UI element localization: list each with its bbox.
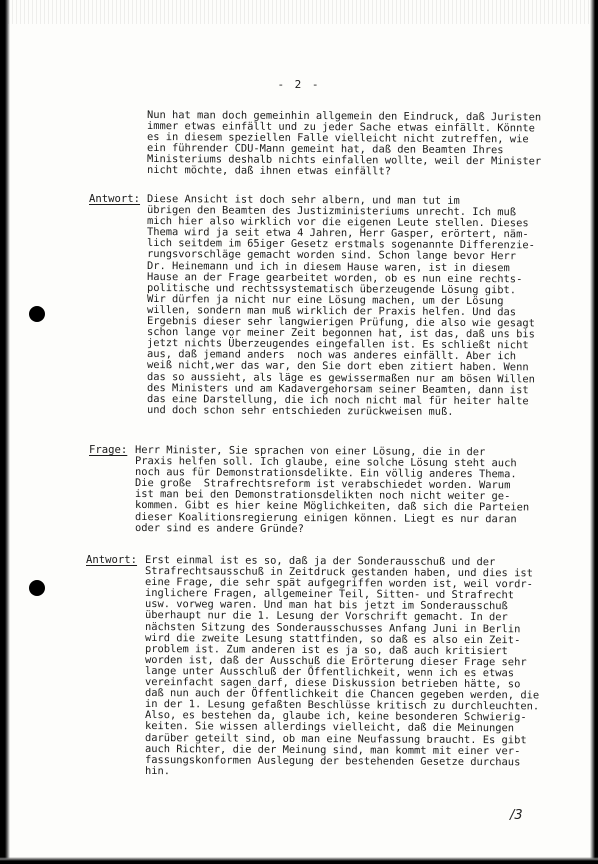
punch-hole-upper [29,306,45,322]
intro-question-text [147,110,541,177]
text-line: Dr. Heinemann und ich in diesem Hause waren, ist in diesem [146,259,510,274]
text-line: überhaupt nur die 1. Lesung der Vorschrift gemacht. In der [144,609,508,624]
text-line: des Ministers und am Kadavergehorsam seiner Beamten, dann ist [146,381,529,396]
text-line: Die große Strafrechtsreform ist verabschiedet worden. Warum [134,477,511,492]
question-2-text [135,445,529,534]
text-line: Hause an der Frage gearbeitet worden, ob es nun eine rechts- [146,270,523,285]
text-line: Erst einmal ist es so, daß ja der Sonderausschuß und der [144,554,496,569]
text-line: aus, daß jemand anders noch was anderes einfällt. Aber ich [146,348,517,363]
text-line: ist man bei den Demonstrationsdelikten noch nicht weiter ge- [134,488,511,503]
text-line: rungsvorschläge gemacht worden sind. Schon lange bevor Herr [146,248,517,263]
text-line: wird die zweite Lesung stattfinden, so daß es also ein Zeit- [144,631,521,646]
intro-question [147,110,541,177]
text-line: willen, sondern man muß wirklich der Praxis helfen. Und das [146,303,517,319]
text-line: oder sind es andere Gründe? [134,521,304,535]
text-line: das eine Darstellung, die ich noch nicht mal für heiter halte [146,392,529,408]
text-line: usw. vorweg waren. Und man hat bis jetzt im Sonderausschuß [144,598,508,613]
text-line: Nun hat man doch gemeinhin allgemein den Eindruck, daß Juristen [146,109,542,124]
text-line: und doch schon sehr entschieden zurückweisen muß. [146,403,454,418]
text-line: vereinfacht sagen darf, diese Diskussion betrieben hätte, so [144,676,521,691]
text-line: kommen. Gibt es hier keine Möglichkeiten, daß sich die Parteien [134,499,530,514]
text-line: nicht möchte, daß ihnen etwas einfällt? [146,164,392,178]
answer-1-text [147,194,535,416]
scan-noise-top [0,0,598,24]
text-line: inglichere Fragen, allgemeiner Teil, Sitten- und Strafrecht [144,587,515,602]
text-line: hin. [144,764,171,777]
text-line: darüber geteilt sind, ob man eine Neufassung braucht. Es gibt [144,731,527,746]
scan-edge-left [0,0,10,864]
scan-edge-right [590,0,598,864]
punch-hole-lower [29,580,45,596]
text-line: schon lange vor meiner Zeit begonnen hat, ist das, daß uns bis [146,326,535,341]
text-line: das so aussieht, als läge es gewissermaßen nur am bösen Willen [146,370,535,385]
text-line: nächsten Sitzung des Sonderausschusses Anfang Juni in Berlin [144,620,521,635]
text-line: eine Frage, die sehr spät aufgegriffen worden ist, weil vordr- [144,576,533,591]
text-line: jetzt nichts Überzeugendes eingefallen ist. Es schließt nicht [146,337,529,352]
text-line: Also, es bestehen da, glaube ich, keine besonderen Schwierig- [144,709,527,724]
text-line: Ergebnis dieser sehr langwierigen Prüfung, die also wie gesagt [146,315,535,330]
text-line: worden ist, daß der Ausschuß die Erörterung dieser Frage sehr [144,653,527,669]
text-line: problem ist. Zum anderen ist es ja so, daß auch kritisiert [144,642,508,657]
text-line: Thema wird ja seit etwa 4 Jahren, Herr Gasper, erörtert, näm- [146,226,529,241]
text-line: Wir dürfen ja nicht nur eine Lösung machen, um der Lösung [146,292,504,308]
text-line: weiß nicht,wer das war, den Sie dort eben zitiert haben. Wenn [146,359,529,374]
text-line: ein führender CDU-Mann gemeint hat, daß den Beamten Ihres [146,142,504,157]
text-line: mich hier also wirklich vor die eigenen Leute stellen. Dieses [146,215,529,230]
text-line: in der 1. Lesung gefaßten Beschlüsse kritisch zu durchleuchten. [144,698,540,713]
text-line: Praxis helfen soll. Ich glaube, eine solche Lösung steht auch [134,455,517,470]
text-line: Diese Ansicht ist doch sehr albern, und man tut im [146,193,460,207]
text-line: Herr Minister, Sie sprachen von einer Lösung, die in der [134,444,486,459]
answer-2-label: Antwort: [86,554,138,566]
text-line: es in diesem speziellen Falle vielleicht nicht zutreffen, wie [146,131,529,146]
text-line: noch aus für Demonstrationsdelikte. Ein völlig anderes Thema. [134,466,517,481]
text-line: Strafrechtsausschuß in Zeitdruck gestanden haben, und dies ist [144,565,533,580]
text-line: lange unter Ausschluß der Öffentlichkeit, wenn ich es etwas [144,664,515,680]
scan-edge-bottom [0,857,598,864]
answer-1-label: Antwort: [89,193,141,205]
text-line: keiten. Sie wissen allerdings vielleicht, daß die Meinungen [144,720,515,735]
question-2-label: Frage: [89,444,128,456]
next-page-mark: /3 [510,808,523,823]
text-line: immer etwas einfällt und zu jeder Sache etwas einfällt. Könnte [146,120,535,135]
answer-2-text [145,555,539,777]
text-line: auch Richter, die der Meinung sind, man kommt mit einer ver- [144,742,521,757]
text-line: daß nun auch der Öffentlichkeit die Chancen gegeben werden, die [144,687,540,702]
text-line: politische und rechtssystematisch überzeugende Lösung gibt. [146,281,517,297]
text-line: übrigen den Beamten des Justizministeriums unrecht. Ich muß [146,204,517,219]
text-line: lich seitdem im 65iger Gesetz erstmals sogenannte Differenzie- [146,237,535,252]
text-line: Ministeriums deshalb nichts einfallen wollte, weil der Minister [146,153,542,168]
text-line: fassungskonformen Auslegung der bestehenden Gesetze durchaus [144,753,521,768]
text-line: dieser Koalitionsregierung einigen können. Liegt es nur daran [134,510,517,525]
page-number: - 2 - [277,78,321,91]
